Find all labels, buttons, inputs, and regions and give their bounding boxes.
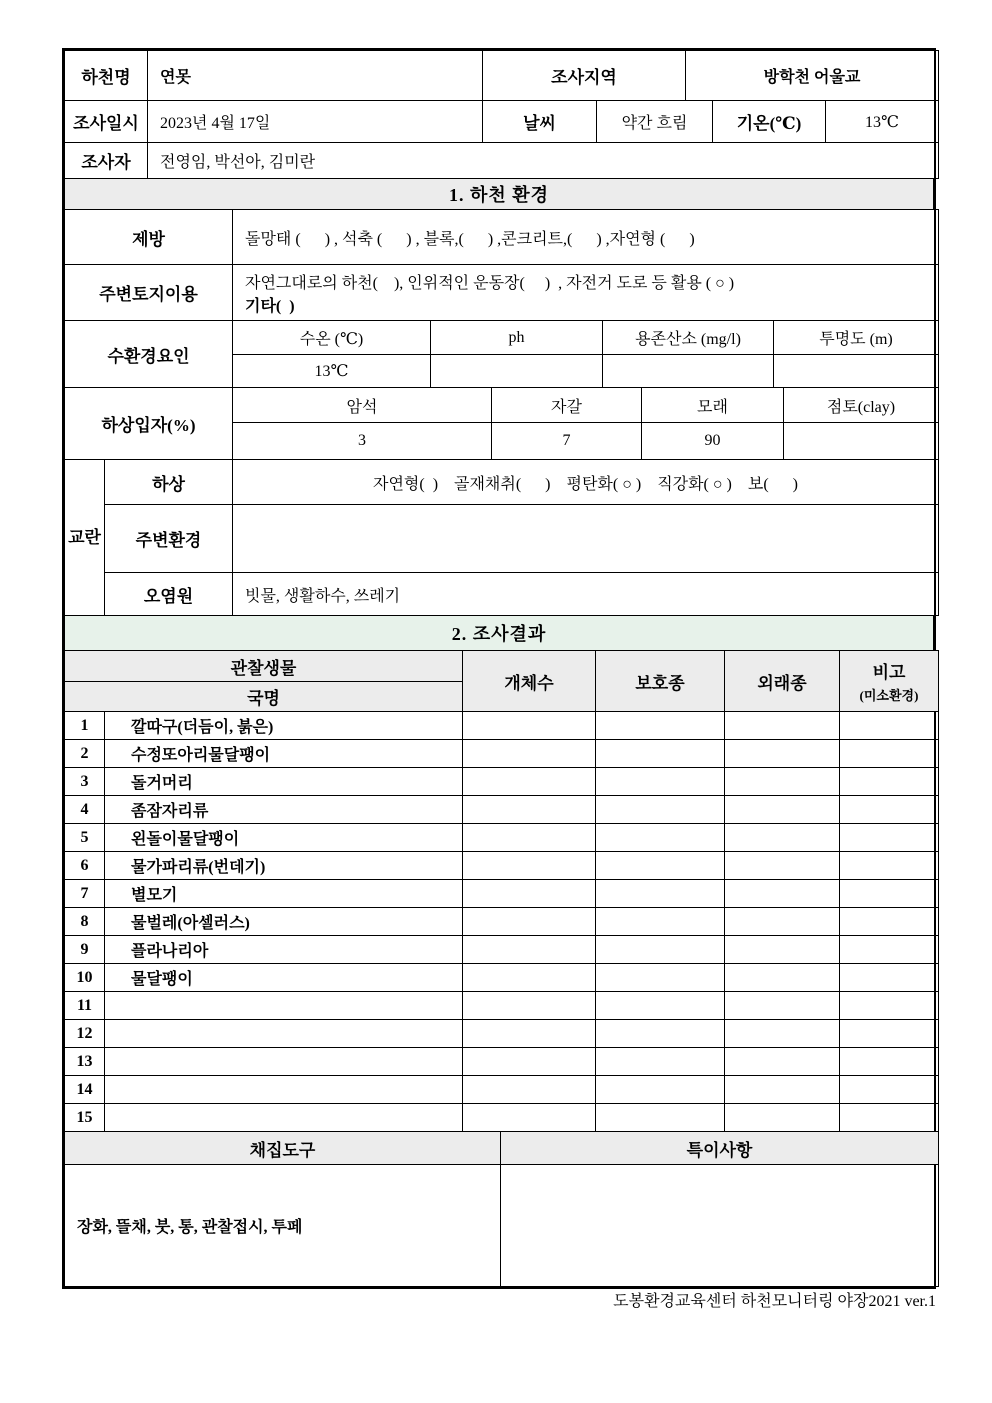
survey-date-label: 조사일시	[65, 101, 148, 143]
protected-cell	[596, 1048, 725, 1076]
water-env-val-transparency	[774, 355, 939, 388]
note-cell	[840, 908, 939, 936]
note-header-main: 비고	[872, 663, 906, 682]
species-name	[105, 992, 463, 1020]
count-cell	[463, 880, 596, 908]
bed-particles-label: 하상입자(%)	[65, 388, 233, 460]
disturbance-bed-value: 자연형( ) 골재채취( ) 평탄화( ○ ) 직강화( ○ ) 보( )	[233, 460, 939, 505]
land-use-line1: 자연그대로의 하천( ), 인위적인 운동장( ) , 자전거 도로 등 활용 ( ○ )	[245, 274, 735, 292]
land-use-value	[233, 265, 939, 321]
embankment-landuse-table	[64, 209, 939, 321]
species-name: 별모기	[105, 880, 463, 908]
count-cell	[463, 712, 596, 740]
count-cell	[463, 1104, 596, 1132]
surveyor-label: 조사자	[65, 143, 148, 179]
row-number: 12	[65, 1020, 105, 1048]
river-name-label: 하천명	[65, 51, 148, 101]
water-env-col-temp: 수온 (℃)	[233, 321, 431, 355]
species-name: 물가파리류(번데기)	[105, 852, 463, 880]
alien-cell	[725, 1048, 840, 1076]
water-env-col-transparency: 투명도 (m)	[774, 321, 939, 355]
collection-tools-value: 장화, 뜰채, 붓, 통, 관찰접시, 투페	[65, 1165, 501, 1287]
special-notes-header: 특이사항	[501, 1132, 939, 1165]
alien-cell	[725, 936, 840, 964]
count-cell	[463, 852, 596, 880]
count-cell	[463, 740, 596, 768]
row-number: 5	[65, 824, 105, 852]
note-cell	[840, 1048, 939, 1076]
protected-cell	[596, 824, 725, 852]
row-number: 13	[65, 1048, 105, 1076]
temp-label: 기온(℃)	[713, 101, 826, 143]
row-number: 6	[65, 852, 105, 880]
survey-area-value: 방학천 어울교	[686, 51, 939, 101]
species-name	[105, 1076, 463, 1104]
species-name: 물벌레(아셀러스)	[105, 908, 463, 936]
bed-val-gravel: 7	[492, 423, 642, 460]
section2-title: 2. 조사결과	[65, 616, 934, 651]
species-row-10	[65, 964, 939, 992]
species-row-2	[65, 740, 939, 768]
row-number: 2	[65, 740, 105, 768]
protected-cell	[596, 880, 725, 908]
protected-cell	[596, 796, 725, 824]
alien-cell	[725, 880, 840, 908]
embankment-value: 돌망태 ( ) , 석축 ( ) , 블록,( ) ,콘크리트,( ) ,자연형 ( )	[233, 210, 939, 265]
alien-cell	[725, 796, 840, 824]
protected-cell	[596, 1104, 725, 1132]
land-use-label: 주변토지이용	[65, 265, 233, 321]
row-number: 7	[65, 880, 105, 908]
row-number: 10	[65, 964, 105, 992]
count-cell	[463, 992, 596, 1020]
disturbance-surrounding-label: 주변환경	[105, 505, 233, 573]
count-cell	[463, 1048, 596, 1076]
count-cell	[463, 908, 596, 936]
note-cell	[840, 1076, 939, 1104]
alien-cell	[725, 768, 840, 796]
row-number: 1	[65, 712, 105, 740]
alien-cell	[725, 740, 840, 768]
disturbance-label	[65, 460, 105, 616]
note-cell	[840, 964, 939, 992]
bed-col-gravel: 자갈	[492, 388, 642, 423]
count-cell	[463, 768, 596, 796]
protected-cell	[596, 768, 725, 796]
water-env-table	[64, 320, 939, 388]
count-header: 개체수	[463, 651, 596, 712]
protected-cell	[596, 992, 725, 1020]
species-table	[64, 711, 939, 1132]
note-header-sub: (미소환경)	[859, 688, 919, 703]
surveyor-value: 전영임, 박선아, 김미란	[148, 143, 939, 179]
row-number: 11	[65, 992, 105, 1020]
header-row-3	[64, 142, 939, 179]
disturbance-label-text: 교란	[68, 527, 101, 547]
alien-cell	[725, 712, 840, 740]
count-cell	[463, 936, 596, 964]
observed-organisms-header: 관찰생물	[65, 651, 463, 682]
observation-header-table	[64, 650, 939, 712]
disturbance-bed-label: 하상	[105, 460, 233, 505]
alien-cell	[725, 992, 840, 1020]
species-name: 물달팽이	[105, 964, 463, 992]
section1-title-row	[64, 178, 934, 210]
protected-cell	[596, 936, 725, 964]
section1-title: 1. 하천 환경	[65, 179, 934, 210]
count-cell	[463, 1076, 596, 1104]
species-row-12	[65, 1020, 939, 1048]
section2-title-row	[64, 615, 934, 651]
bed-val-rock: 3	[233, 423, 492, 460]
species-row-11	[65, 992, 939, 1020]
row-number: 15	[65, 1104, 105, 1132]
survey-area-label: 조사지역	[483, 51, 686, 101]
alien-cell	[725, 824, 840, 852]
water-env-val-ph	[431, 355, 603, 388]
water-env-col-ph: ph	[431, 321, 603, 355]
count-cell	[463, 796, 596, 824]
protected-cell	[596, 908, 725, 936]
count-cell	[463, 964, 596, 992]
header-row-1	[64, 50, 939, 101]
water-env-val-do	[603, 355, 774, 388]
document-footer: 도봉환경교육센터 하천모니터링 야장2021 ver.1	[613, 1293, 936, 1310]
species-name	[105, 1048, 463, 1076]
species-row-1	[65, 712, 939, 740]
species-row-15	[65, 1104, 939, 1132]
special-notes-value	[501, 1165, 939, 1287]
river-name-value: 연못	[148, 51, 483, 101]
alien-cell	[725, 908, 840, 936]
bed-col-rock: 암석	[233, 388, 492, 423]
species-name: 왼돌이물달팽이	[105, 824, 463, 852]
row-number: 3	[65, 768, 105, 796]
water-env-col-do: 용존산소 (mg/l)	[603, 321, 774, 355]
species-row-3	[65, 768, 939, 796]
note-cell	[840, 768, 939, 796]
species-name	[105, 1104, 463, 1132]
protected-cell	[596, 740, 725, 768]
alien-species-header: 외래종	[725, 651, 840, 712]
note-cell	[840, 992, 939, 1020]
count-cell	[463, 824, 596, 852]
bed-col-clay: 점토(clay)	[784, 388, 939, 423]
note-cell	[840, 824, 939, 852]
water-env-val-temp: 13℃	[233, 355, 431, 388]
species-name: 플라나리아	[105, 936, 463, 964]
land-use-line2: 기타( )	[245, 297, 295, 315]
note-header	[840, 651, 939, 712]
row-number: 4	[65, 796, 105, 824]
survey-date-value: 2023년 4월 17일	[148, 101, 483, 143]
alien-cell	[725, 1104, 840, 1132]
alien-cell	[725, 852, 840, 880]
note-cell	[840, 1020, 939, 1048]
weather-label: 날씨	[483, 101, 597, 143]
note-cell	[840, 740, 939, 768]
disturbance-surrounding-value	[233, 505, 939, 573]
row-number: 14	[65, 1076, 105, 1104]
note-cell	[840, 852, 939, 880]
bed-val-sand: 90	[642, 423, 784, 460]
species-name: 좀잠자리류	[105, 796, 463, 824]
note-cell	[840, 1104, 939, 1132]
protected-cell	[596, 712, 725, 740]
species-row-5	[65, 824, 939, 852]
note-cell	[840, 936, 939, 964]
species-name: 돌거머리	[105, 768, 463, 796]
protected-cell	[596, 1020, 725, 1048]
embankment-label: 제방	[65, 210, 233, 265]
protected-species-header: 보호종	[596, 651, 725, 712]
collection-tools-header: 채집도구	[65, 1132, 501, 1165]
bed-particles-table	[64, 387, 939, 460]
alien-cell	[725, 1020, 840, 1048]
tools-notes-content-table	[64, 1164, 939, 1287]
species-name: 깔따구(더듬이, 붉은)	[105, 712, 463, 740]
note-cell	[840, 880, 939, 908]
note-cell	[840, 796, 939, 824]
alien-cell	[725, 1076, 840, 1104]
temp-value: 13℃	[826, 101, 939, 143]
species-name: 수정또아리물달팽이	[105, 740, 463, 768]
water-env-label: 수환경요인	[65, 321, 233, 388]
survey-form	[62, 48, 936, 1289]
count-cell	[463, 1020, 596, 1048]
row-number: 9	[65, 936, 105, 964]
row-number: 8	[65, 908, 105, 936]
pollution-source-label: 오염원	[105, 573, 233, 616]
species-name	[105, 1020, 463, 1048]
protected-cell	[596, 1076, 725, 1104]
species-row-8	[65, 908, 939, 936]
species-row-14	[65, 1076, 939, 1104]
weather-value: 약간 흐림	[597, 101, 713, 143]
pollution-source-value: 빗물, 생활하수, 쓰레기	[233, 573, 939, 616]
species-row-13	[65, 1048, 939, 1076]
bed-col-sand: 모래	[642, 388, 784, 423]
species-row-7	[65, 880, 939, 908]
species-row-4	[65, 796, 939, 824]
alien-cell	[725, 964, 840, 992]
species-row-6	[65, 852, 939, 880]
tools-notes-header-table	[64, 1131, 939, 1165]
protected-cell	[596, 964, 725, 992]
protected-cell	[596, 852, 725, 880]
bed-val-clay	[784, 423, 939, 460]
note-cell	[840, 712, 939, 740]
header-row-2	[64, 100, 939, 143]
disturbance-table	[64, 459, 939, 616]
species-row-9	[65, 936, 939, 964]
korean-name-header: 국명	[65, 682, 463, 712]
